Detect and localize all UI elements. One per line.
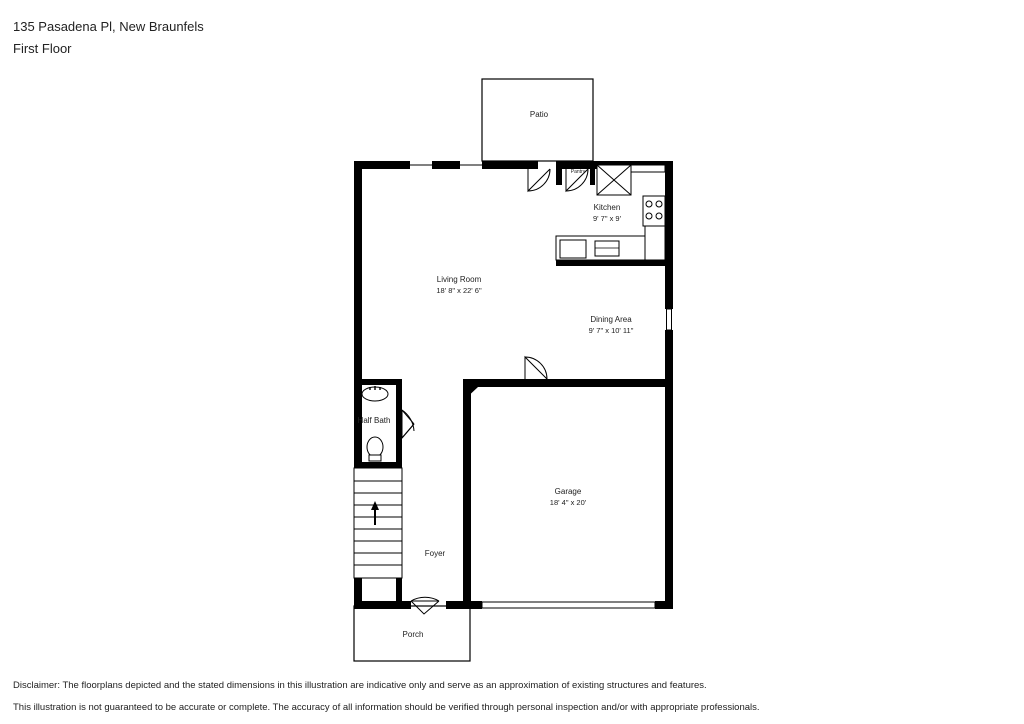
room-label-patio: Patio [529,110,549,119]
room-label-garage: Garage 18' 4" x 20' [549,487,587,507]
room-dim-garage: 18' 4" x 20' [549,498,587,507]
room-label-half-bath: Half Bath [357,416,391,425]
room-label-porch: Porch [402,630,424,639]
room-dim-living-room: 18' 8" x 22' 6" [436,286,482,295]
patio-outline [482,79,593,161]
disclaimer [13,678,913,716]
room-label-pantry: Pantry [570,169,586,175]
disclaimer-line-2: This illustration is not guaranteed to be accurate or complete. The accuracy of all information should be verified through personal inspection and/or with appropriate professionals. [13,702,760,713]
garage-door [482,602,655,608]
room-label-living-room: Living Room 18' 8" x 22' 6" [436,275,482,295]
staircase [354,468,402,578]
room-label-dining-area: Dining Area 9' 7" x 10' 11" [588,315,634,335]
room-dim-dining-area: 9' 7" x 10' 11" [588,326,634,335]
room-dim-kitchen: 9' 7" x 9' [592,214,622,223]
room-label-kitchen: Kitchen 9' 7" x 9' [592,203,622,223]
property-address: 135 Pasadena Pl, New Braunfels [13,19,204,34]
room-label-foyer: Foyer [424,549,446,558]
floor-label: First Floor [13,41,72,56]
disclaimer-line-1: Disclaimer: The floorplans depicted and the stated dimensions in this illustration are indicative only and serve as an approximation of existing structures and features. [13,680,707,691]
